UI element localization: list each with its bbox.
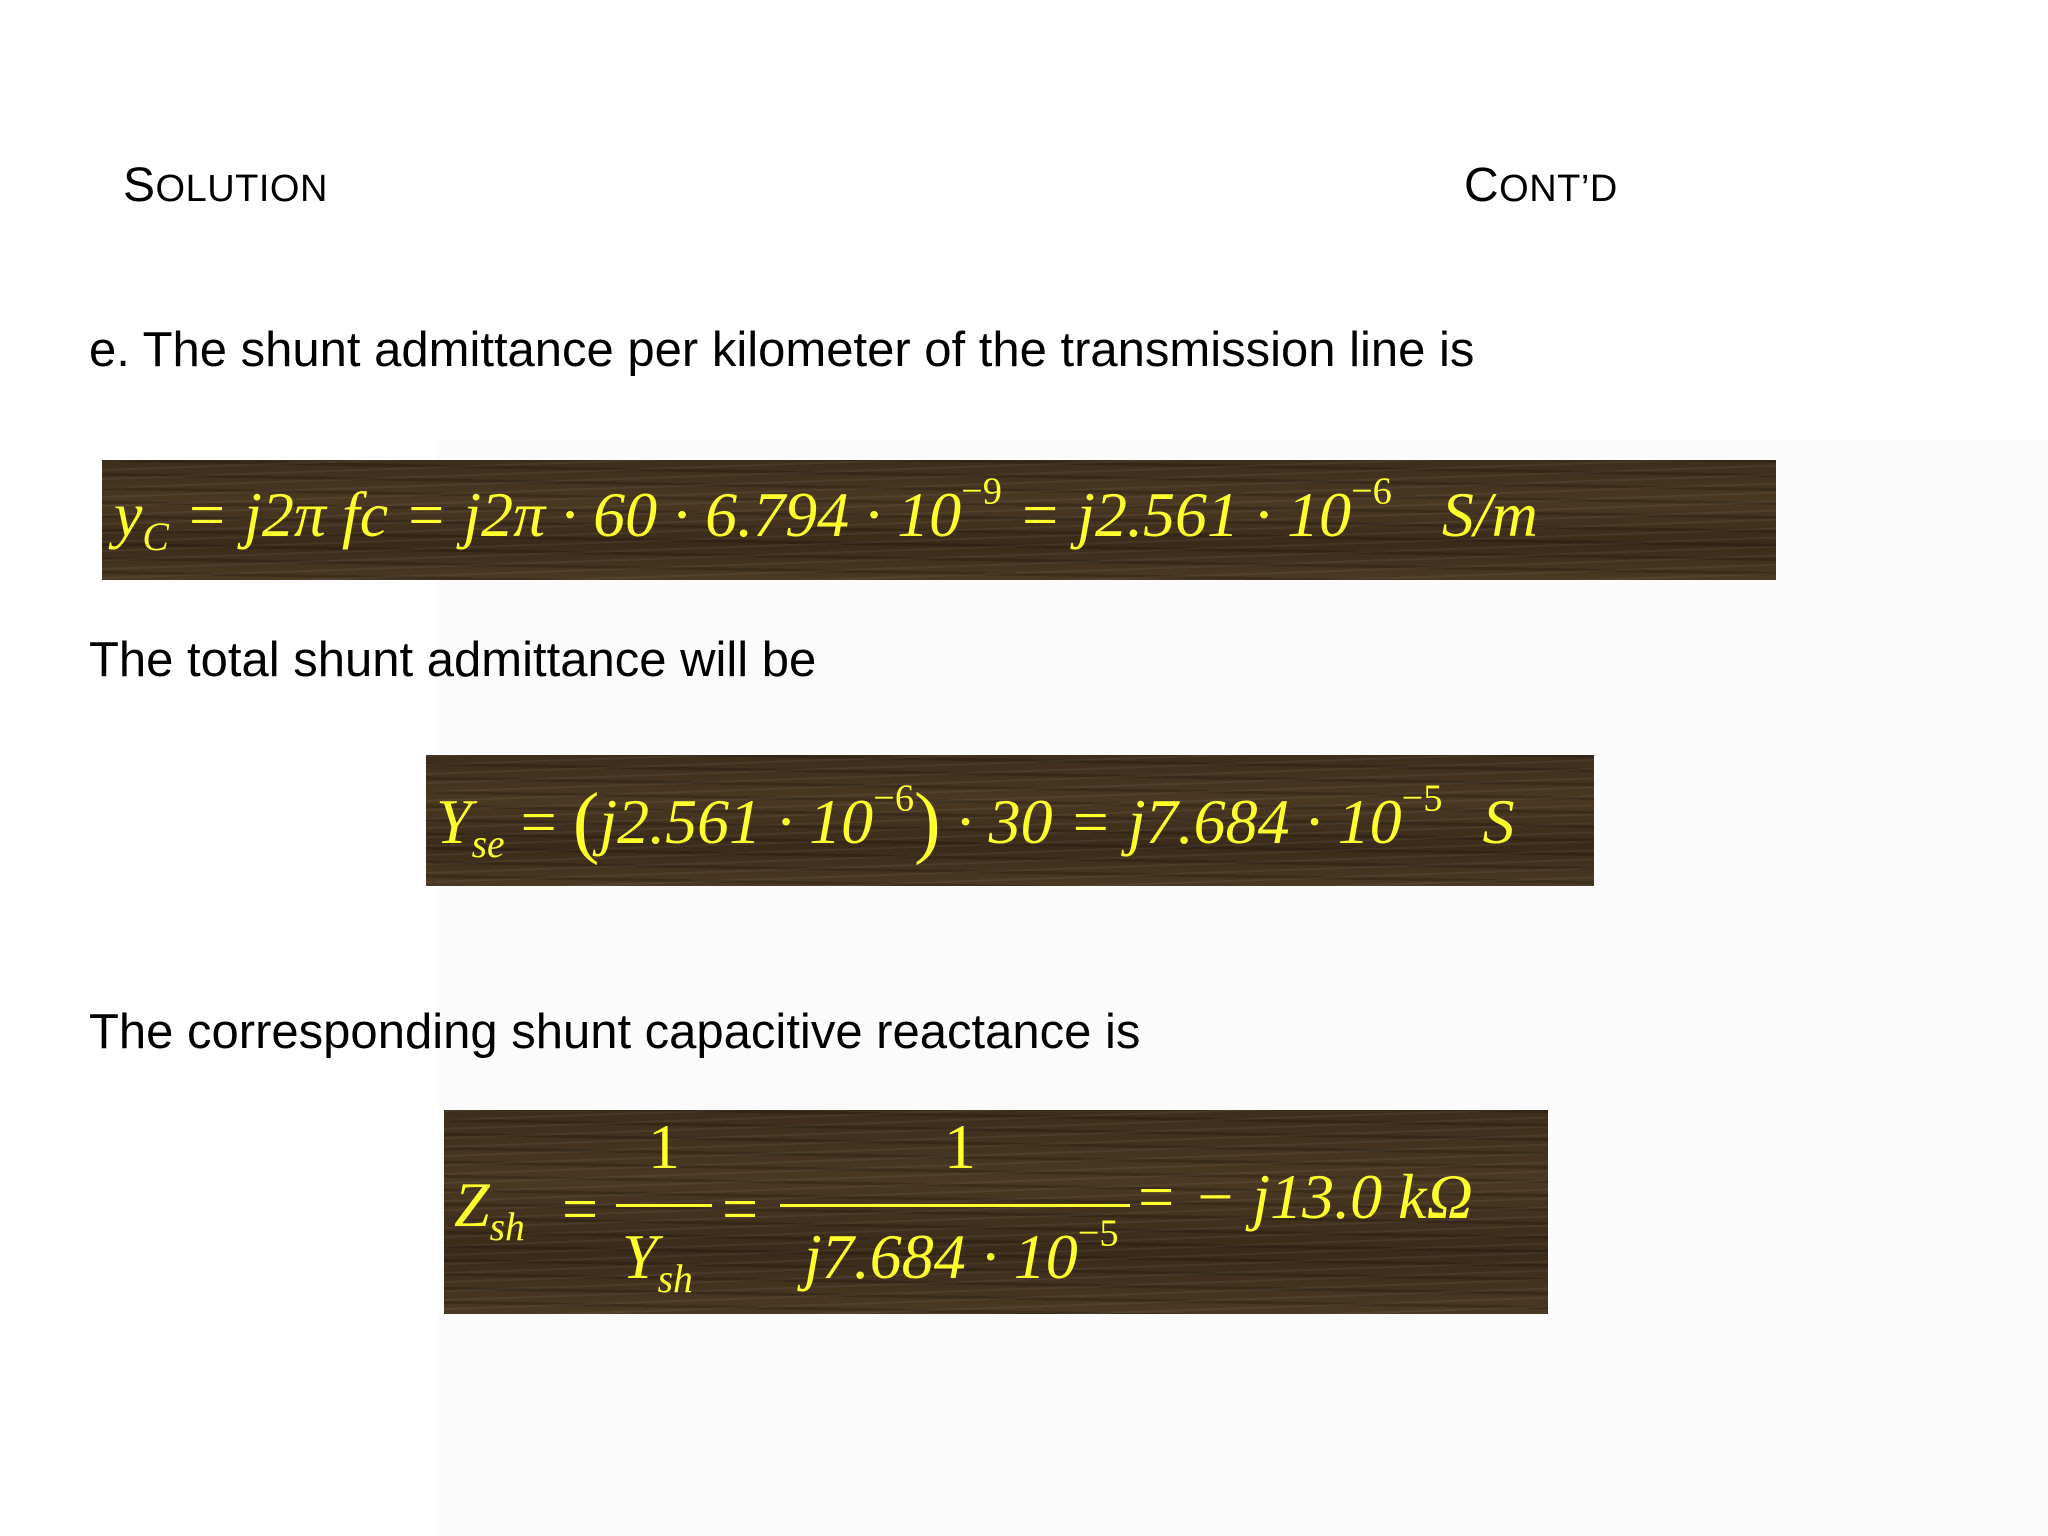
paragraph-total-shunt-admittance: The total shunt admittance will be [89, 633, 817, 687]
equation-box-1 [102, 460, 1776, 580]
fraction-1-denominator: $Y_{sh}$ [622, 1221, 693, 1301]
background-panel [436, 440, 2048, 1536]
slide-title-continued: CONT’D [1464, 159, 1618, 212]
equals-sign-2: = [722, 1173, 759, 1244]
equation-zsh-lhs: $Z_{sh}$ [454, 1169, 525, 1249]
equation-yc: $y_C = j2\pi$ fc = $j2\pi \cdot 60 \cdot 6.794 \cdot 10^{-9} = j2.561 \cdot 10^{-6}$ S/m [114, 470, 1538, 559]
equation-zsh-result: = − j13.0 kΩ [1134, 1161, 1473, 1232]
paragraph-shunt-admittance-per-km: e. The shunt admittance per kilometer of the transmission line is [89, 323, 1475, 377]
fraction-2-bar [780, 1204, 1130, 1207]
equation-yse: $Y_{se} = (j2.561 \cdot 10^{-6}) \cdot 30 = j7.684 \cdot 10^{-5}$ S [436, 777, 1515, 867]
equation-box-3 [444, 1110, 1548, 1314]
slide-title: SOLUTION [123, 159, 328, 212]
equals-sign-1: = [562, 1173, 599, 1244]
paragraph-shunt-capacitive-reactance: The corresponding shunt capacitive reactance is [89, 1005, 1141, 1059]
fraction-1-bar [616, 1204, 712, 1207]
fraction-1-numerator: 1 [648, 1111, 680, 1182]
unit-siemens: S [1482, 786, 1515, 858]
unit-s-per-m: S/m [1441, 479, 1538, 550]
fraction-2-denominator: $j7.684 \cdot 10^{-5}$ [804, 1212, 1119, 1292]
equation-box-2 [426, 755, 1594, 886]
fraction-2-numerator: 1 [944, 1111, 976, 1182]
